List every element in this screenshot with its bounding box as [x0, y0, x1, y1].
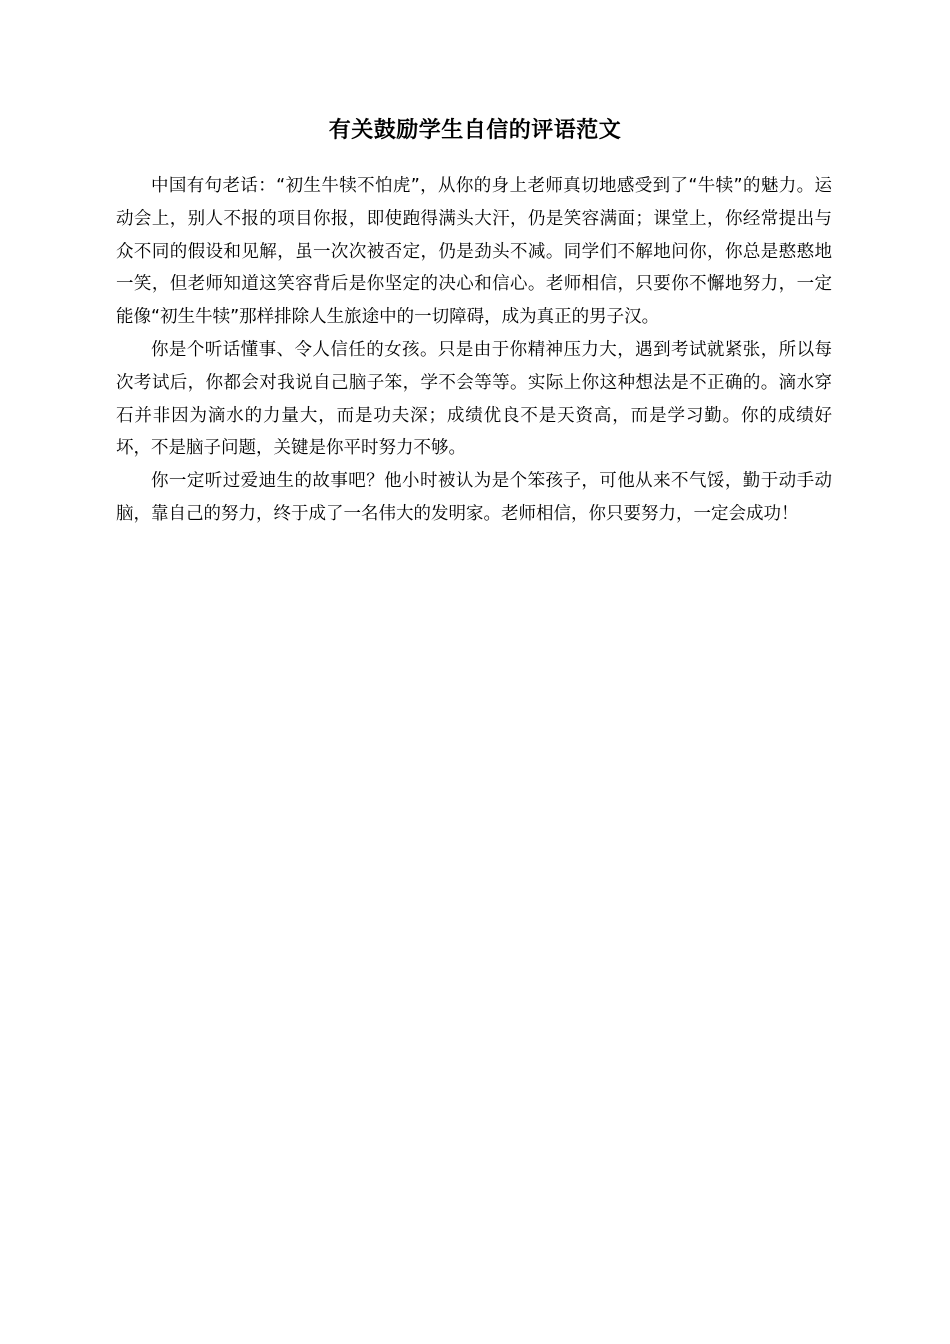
document-body: [116, 170, 832, 531]
paragraph-3: 你一定听过爱迪生的故事吧？他小时被认为是个笨孩子，可他从来不气馁，勤于动手动脑，靠自己的努力，终于成了一名伟大的发明家。老师相信，你只要努力，一定会成功！: [116, 471, 832, 524]
document-title: 有关鼓励学生自信的评语范文: [328, 118, 622, 143]
paragraph-2: 你是个听话懂事、令人信任的女孩。只是由于你精神压力大，遇到考试就紧张，所以每次考试后，你都会对我说自己脑子笨，学不会等等。实际上你这种想法是不正确的。滴水穿石并非因为滴水的力量大，而是功夫深；成绩优良不是天资高，而是学习勤。你的成绩好坏，不是脑子问题，关键是你平时努力不够。: [116, 339, 832, 459]
paragraph-1: 中国有句老话：“初生牛犊不怕虎”，从你的身上老师真切地感受到了“牛犊”的魅力。运动会上，别人不报的项目你报，即使跑得满头大汗，仍是笑容满面；课堂上，你经常提出与众不同的假设和见解，虽一次次被否定，仍是劲头不减。同学们不解地问你，你总是憨憨地一笑，但老师知道这笑容背后是你坚定的决心和信心。老师相信，只要你不懈地努力，一定能像“初生牛犊”那样排除人生旅途中的一切障碍，成为真正的男子汉。: [116, 176, 832, 328]
